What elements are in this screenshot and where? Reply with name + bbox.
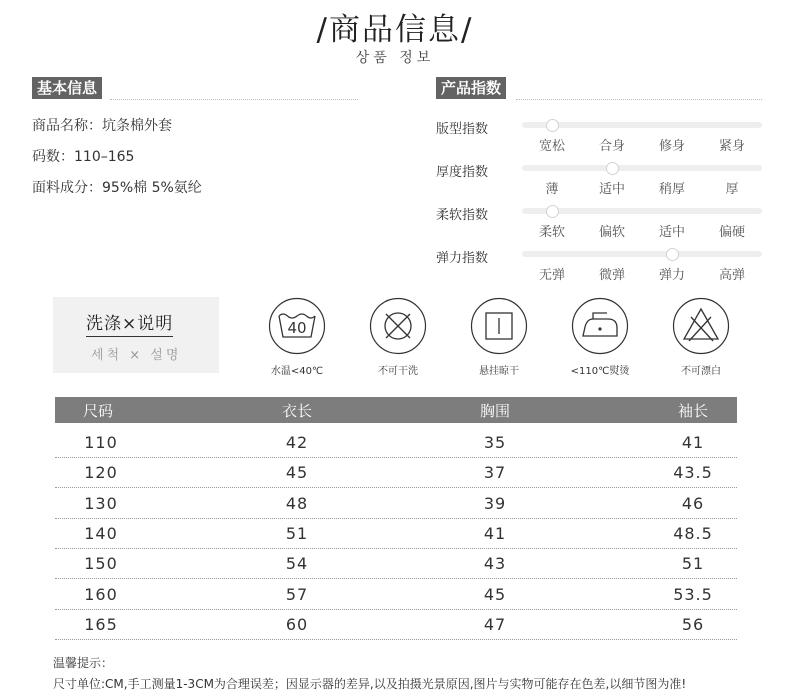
care-label-iron: <110℃熨烫 [570,366,630,377]
table-row [0,524,790,548]
row-divider [55,518,737,519]
page-title: /商品信息/ [316,12,474,48]
table-cell: 130 [84,494,118,513]
table-cell: 45 [483,585,507,604]
table-row [0,433,790,457]
index-slider-track [522,251,762,257]
table-cell: 56 [681,615,705,634]
index-option: 厚 [725,182,739,197]
size-table-header: 尺码 衣长 胸围 袖长 [55,397,737,423]
product-index-divider [516,99,762,100]
table-cell: 57 [285,585,309,604]
index-option: 修身 [658,139,685,154]
washing-box [53,297,219,373]
product-index-header [436,77,762,101]
product-index-heading: 产品指数 [436,77,506,99]
washing-subtitle: 세척 × 설명 [91,348,182,363]
no-dry-clean-icon [369,297,427,355]
index-option: 弹力 [658,268,685,283]
index-option: 宽松 [538,139,565,154]
index-option: 偏硬 [718,225,745,240]
table-cell: 51 [285,524,309,543]
index-option: 微弹 [598,268,625,283]
table-cell: 43.5 [673,463,713,482]
iron-110-icon [571,297,629,355]
care-label-hang-dry: 悬挂晾干 [479,366,519,377]
index-slider-knob [546,119,559,132]
row-divider [55,457,737,458]
table-cell: 110 [84,433,118,452]
care-label-no-bleach: 不可漂白 [681,366,721,377]
row-divider [55,609,737,610]
table-row [0,494,790,518]
index-slider-knob [606,162,619,175]
size-range-line: 码数：110–165 [32,149,135,165]
index-option: 高弹 [718,268,745,283]
index-option: 适中 [598,182,625,197]
index-slider-track [522,165,762,171]
washing-title: 洗涤×说明 [86,309,173,337]
table-cell: 41 [483,524,507,543]
index-option: 合身 [598,139,625,154]
table-row [0,554,790,578]
table-cell: 39 [483,494,507,513]
table-row [0,615,790,639]
basic-info-heading: 基本信息 [32,77,102,99]
row-divider [55,487,737,488]
tips-title: 温馨提示： [53,656,114,670]
care-label-wash: 水温<40℃ [270,366,324,377]
fabric-line: 面料成分：95%棉 5%氨纶 [32,180,202,196]
hang-dry-icon [470,297,528,355]
row-divider [55,578,737,579]
index-option: 柔软 [538,225,565,240]
wash-40-icon [268,297,326,355]
index-label: 版型指数 [436,122,489,137]
index-option: 偏软 [598,225,625,240]
index-option: 无弹 [538,268,565,283]
table-cell: 60 [285,615,309,634]
table-cell: 48 [285,494,309,513]
basic-info-header [32,77,358,101]
table-cell: 140 [84,524,118,543]
col-header-size: 尺码 [83,402,114,420]
wash-temp-text: 40 [287,319,307,337]
index-option: 紧身 [718,139,745,154]
index-slider-knob [546,205,559,218]
table-cell: 51 [681,554,705,573]
index-option: 适中 [658,225,685,240]
page-subtitle: 상품 정보 [355,50,435,66]
index-label: 弹力指数 [436,251,489,266]
table-cell: 43 [483,554,507,573]
table-cell: 53.5 [673,585,713,604]
no-bleach-icon [672,297,730,355]
table-cell: 54 [285,554,309,573]
table-cell: 41 [681,433,705,452]
table-cell: 160 [84,585,118,604]
row-divider [55,639,737,640]
index-slider-knob [666,248,679,261]
table-cell: 37 [483,463,507,482]
index-option: 薄 [545,182,559,197]
table-row [0,463,790,487]
index-label: 厚度指数 [436,165,489,180]
table-cell: 47 [483,615,507,634]
basic-info-divider [110,99,358,100]
table-cell: 45 [285,463,309,482]
table-cell: 150 [84,554,118,573]
table-cell: 48.5 [673,524,713,543]
index-option: 稍厚 [658,182,685,197]
row-divider [55,548,737,549]
index-label: 柔软指数 [436,208,489,223]
table-cell: 120 [84,463,118,482]
table-cell: 35 [483,433,507,452]
tips-body: 尺寸单位:CM,手工测量1-3CM为合理误差；因显示器的差异,以及拍摄光景原因,图片与实物可能存在色差,以细节图为准! [53,677,687,691]
care-label-no-dry-clean: 不可干洗 [378,366,418,377]
table-cell: 165 [84,615,118,634]
table-cell: 46 [681,494,705,513]
table-row [0,585,790,609]
product-name-line: 商品名称：坑条棉外套 [32,118,172,134]
table-cell: 42 [285,433,309,452]
